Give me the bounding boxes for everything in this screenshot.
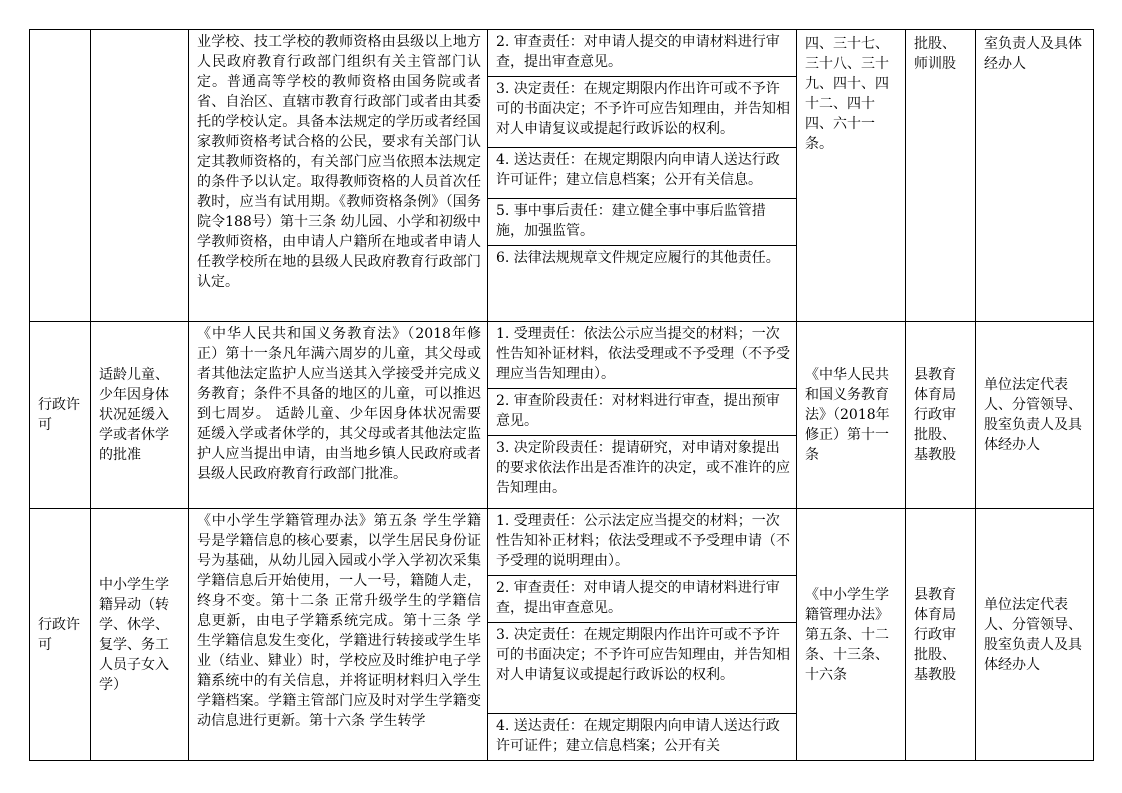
- table-row: [30, 322, 1094, 509]
- responsibility-item: 3. 决定阶段责任：提请研究，对申请对象提出的要求依法作出是否准许的决定，或不准许的应告知理由。: [488, 435, 796, 508]
- category-cell: [30, 30, 91, 322]
- responsible-person-cell: 单位法定代表人、分管领导、股室负责人及具体经办人: [976, 322, 1094, 509]
- responsibility-item: 1. 受理责任：依法公示应当提交的材料；一次性告知补证材料，依法受理或不予受理（不予受理应当告知理由）。: [496, 326, 790, 382]
- legal-basis-cell: 《中小学生学籍管理办法》第五条、十二条、十三条、十六条: [797, 509, 906, 761]
- table-row: [30, 30, 1094, 322]
- responsibility-cell: [488, 509, 797, 761]
- legal-basis-cell: 《中华人民共和国义务教育法》（2018年修正）第十一条: [797, 322, 906, 509]
- responsibility-item: 2. 审查责任：对申请人提交的申请材料进行审查，提出审查意见。: [488, 575, 796, 622]
- responsibility-item: 4. 送达责任：在规定期限内向申请人送达行政许可证件；建立信息档案；公开有关: [488, 713, 796, 760]
- responsibility-item: 6. 法律法规规章文件规定应履行的其他责任。: [488, 245, 796, 321]
- responsibility-cell: [488, 322, 797, 509]
- department-cell: 县教育体育局行政审批股、基教股: [906, 509, 976, 761]
- basis-cell: 《中小学生学籍管理办法》第五条 学生学籍号是学籍信息的核心要素，以学生居民身份证号为基础，从幼儿园入园或小学入学初次采集学籍信息后开始使用，一人一号，籍随人走，终身不变。第十二条 正常升级学生的学籍信息更新，由电子学籍系统完成。第十三条 学生学籍信息发生变化，学籍进行转接或学生毕业（结业、肄业）时，学校应及时维护电子学籍系统中的有关信息，并将证明材料归入学生学籍档案。学籍主管部门应及时对学生学籍变动信息进行更新。第十六条 学生转学: [189, 509, 488, 761]
- responsible-person-cell: 室负责人及具体经办人: [976, 30, 1094, 322]
- responsibility-item: 5. 事中事后责任：建立健全事中事后监管措施，加强监管。: [488, 198, 796, 245]
- legal-basis-cell: 四、三十七、三十八、三十九、四十、四十二、四十四、六十一条。: [797, 30, 906, 322]
- department-cell: 县教育体育局行政审批股、基教股: [906, 322, 976, 509]
- table-row: [30, 509, 1094, 761]
- responsibility-item: 3. 决定责任：在规定期限内作出许可或不予许可的书面决定；不予许可应告知理由，并告知相对人申请复议或提起行政诉讼的权利。: [488, 76, 796, 147]
- basis-cell: 《中华人民共和国义务教育法》（2018年修正）第十一条凡年满六周岁的儿童，其父母或者其他法定监护人应当送其入学接受并完成义务教育；条件不具备的地区的儿童，可以推迟到七周岁。 适龄儿童、少年因身体状况需要延缓入学或者休学的，其父母或者其他法定监护人应当提出申请，由当地乡镇人民政府或者县级人民政府教育行政部门批准。: [189, 322, 488, 509]
- department-cell: 批股、师训股: [906, 30, 976, 322]
- item-name-cell: [91, 30, 189, 322]
- item-name-cell: 适龄儿童、少年因身体状况延缓入学或者休学的批准: [91, 322, 189, 509]
- responsibility-cell: [488, 30, 797, 322]
- category-cell: 行政许可: [30, 322, 91, 509]
- category-cell: 行政许可: [30, 509, 91, 761]
- responsible-person-cell: 单位法定代表人、分管领导、股室负责人及具体经办人: [976, 509, 1094, 761]
- basis-cell: 业学校、技工学校的教师资格由县级以上地方人民政府教育行政部门组织有关主管部门认定。普通高等学校的教师资格由国务院或者省、自治区、直辖市教育行政部门或者由其委托的学校认定。具备本法规定的学历或者经国家教师资格考试合格的公民，要求有关部门认定其教师资格的，有关部门应当依照本法规定的条件予以认定。取得教师资格的人员首次任教时，应当有试用期。《教师资格条例》（国务院令188号）第十三条 幼儿园、小学和初级中学教师资格，由申请人户籍所在地或者申请人任教学校所在地的县级人民政府教育行政部门认定。: [189, 30, 488, 322]
- responsibility-item: 1. 受理责任：公示法定应当提交的材料；一次性告知补正材料；依法受理或不予受理申请（不予受理的说明理由）。: [496, 513, 790, 569]
- item-name-cell: 中小学生学籍异动（转学、休学、复学、务工人员子女入学）: [91, 509, 189, 761]
- responsibility-item: 3. 决定责任：在规定期限内作出许可或不予许可的书面决定；不予许可应告知理由，并告知相对人申请复议或提起行政诉讼的权利。: [488, 622, 796, 713]
- responsibility-item: 2. 审查阶段责任：对材料进行审查，提出预审意见。: [488, 388, 796, 435]
- responsibility-item: 2. 审查责任：对申请人提交的申请材料进行审查，提出审查意见。: [496, 34, 780, 70]
- responsibility-table: [29, 29, 1094, 761]
- responsibility-item: 4. 送达责任：在规定期限内向申请人送达行政许可证件；建立信息档案；公开有关信息。: [488, 147, 796, 198]
